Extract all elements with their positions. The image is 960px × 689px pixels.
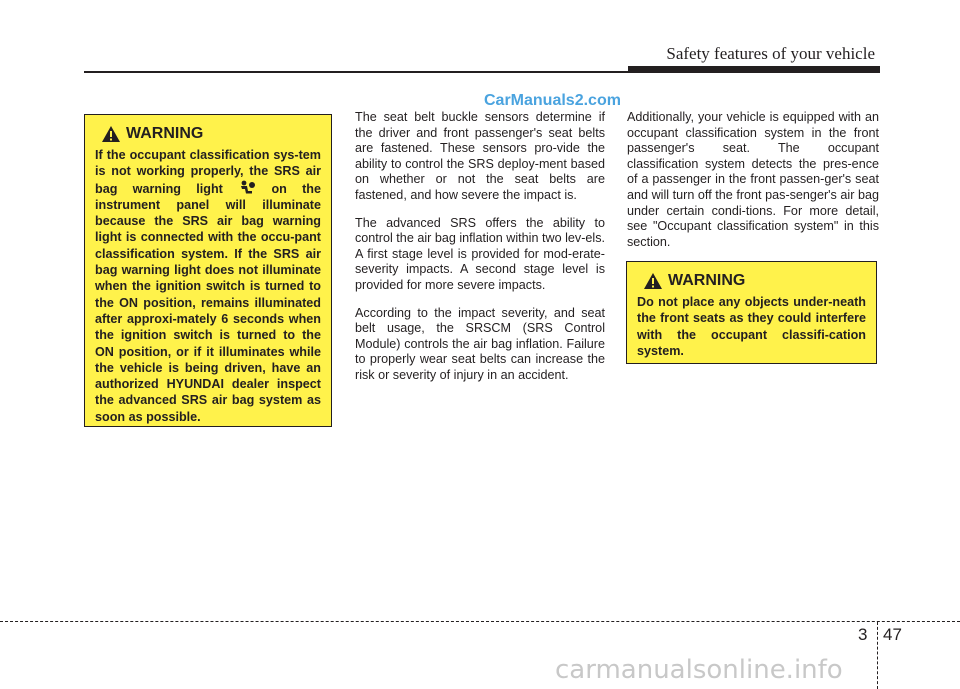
watermark-bottom: carmanualsonline.info bbox=[555, 655, 843, 685]
warning-triangle-icon bbox=[101, 125, 121, 143]
warning-triangle-icon bbox=[643, 272, 663, 290]
warning-header bbox=[643, 272, 866, 290]
warning-text bbox=[95, 147, 321, 425]
warning-title: WARNING bbox=[126, 125, 204, 142]
warning-title: WARNING bbox=[668, 272, 746, 289]
chapter-number: 3 bbox=[858, 625, 868, 644]
section-title: Safety features of your vehicle bbox=[666, 44, 875, 63]
warning-box-occupant-classification bbox=[84, 114, 332, 427]
header-rule bbox=[84, 71, 880, 73]
warning-text-part1: If the occupant classification sys-tem is not working properly, the SRS air bag warning light bbox=[95, 148, 321, 196]
paragraph-two-stage-inflation: The advanced SRS offers the ability to control the air bag inflation within two lev-els. A first stage level is provided for mod-erate-severity impacts. A second stage level is provided for more severe impacts. bbox=[355, 215, 605, 292]
warning-box-under-seat bbox=[626, 261, 877, 364]
body-column-right bbox=[627, 110, 879, 262]
warning-text: Do not place any objects under-neath the front seats as they could interfere with the occupant classifi-cation system. bbox=[637, 295, 866, 358]
footer-page-divider bbox=[877, 622, 878, 689]
header-rule-accent bbox=[628, 66, 880, 71]
footer-divider bbox=[0, 621, 960, 622]
paragraph-occupant-classification: Additionally, your vehicle is equipped with an occupant classification system in the front passenger's seat. The occupant classification system detects the pres-ence of a passenger in the front passen-ger's seat and will turn off the front pas-senger's air bag under certain condi-tions. For more detail, see "Occupant classification system" in this section. bbox=[627, 110, 879, 249]
paragraph-srscm: According to the impact severity, and seat belt usage, the SRSCM (SRS Control Module) controls the air bag inflation. Failure to properly wear seat belts can increase the risk or severity of injury in an accident. bbox=[355, 305, 605, 382]
body-column-middle bbox=[355, 110, 605, 396]
warning-header bbox=[101, 125, 321, 143]
paragraph-seat-belt-sensors: The seat belt buckle sensors determine if the driver and front passenger's seat belts are fastened. These sensors pro-vide the ability to control the SRS deploy-ment based on whether or not the seat belts are fastened, and how severe the impact is. bbox=[355, 110, 605, 202]
warning-text-part2: on the instrument panel will illuminate because the SRS air bag warning light is connected with the occu-pant classification system. If the SRS air bag warning light does not illuminate when the ignition switch is turned to the ON position, remains illuminated after approxi-mately 6 seconds when the ignition switch is turned to the ON position, or if it illuminates while the vehicle is being driven, have an authorized HYUNDAI dealer inspect the advanced SRS air bag system as soon as possible. bbox=[95, 181, 322, 424]
watermark-top: CarManuals2.com bbox=[484, 92, 621, 109]
airbag-warning-light-icon bbox=[238, 180, 256, 196]
page-number: 47 bbox=[883, 625, 902, 644]
